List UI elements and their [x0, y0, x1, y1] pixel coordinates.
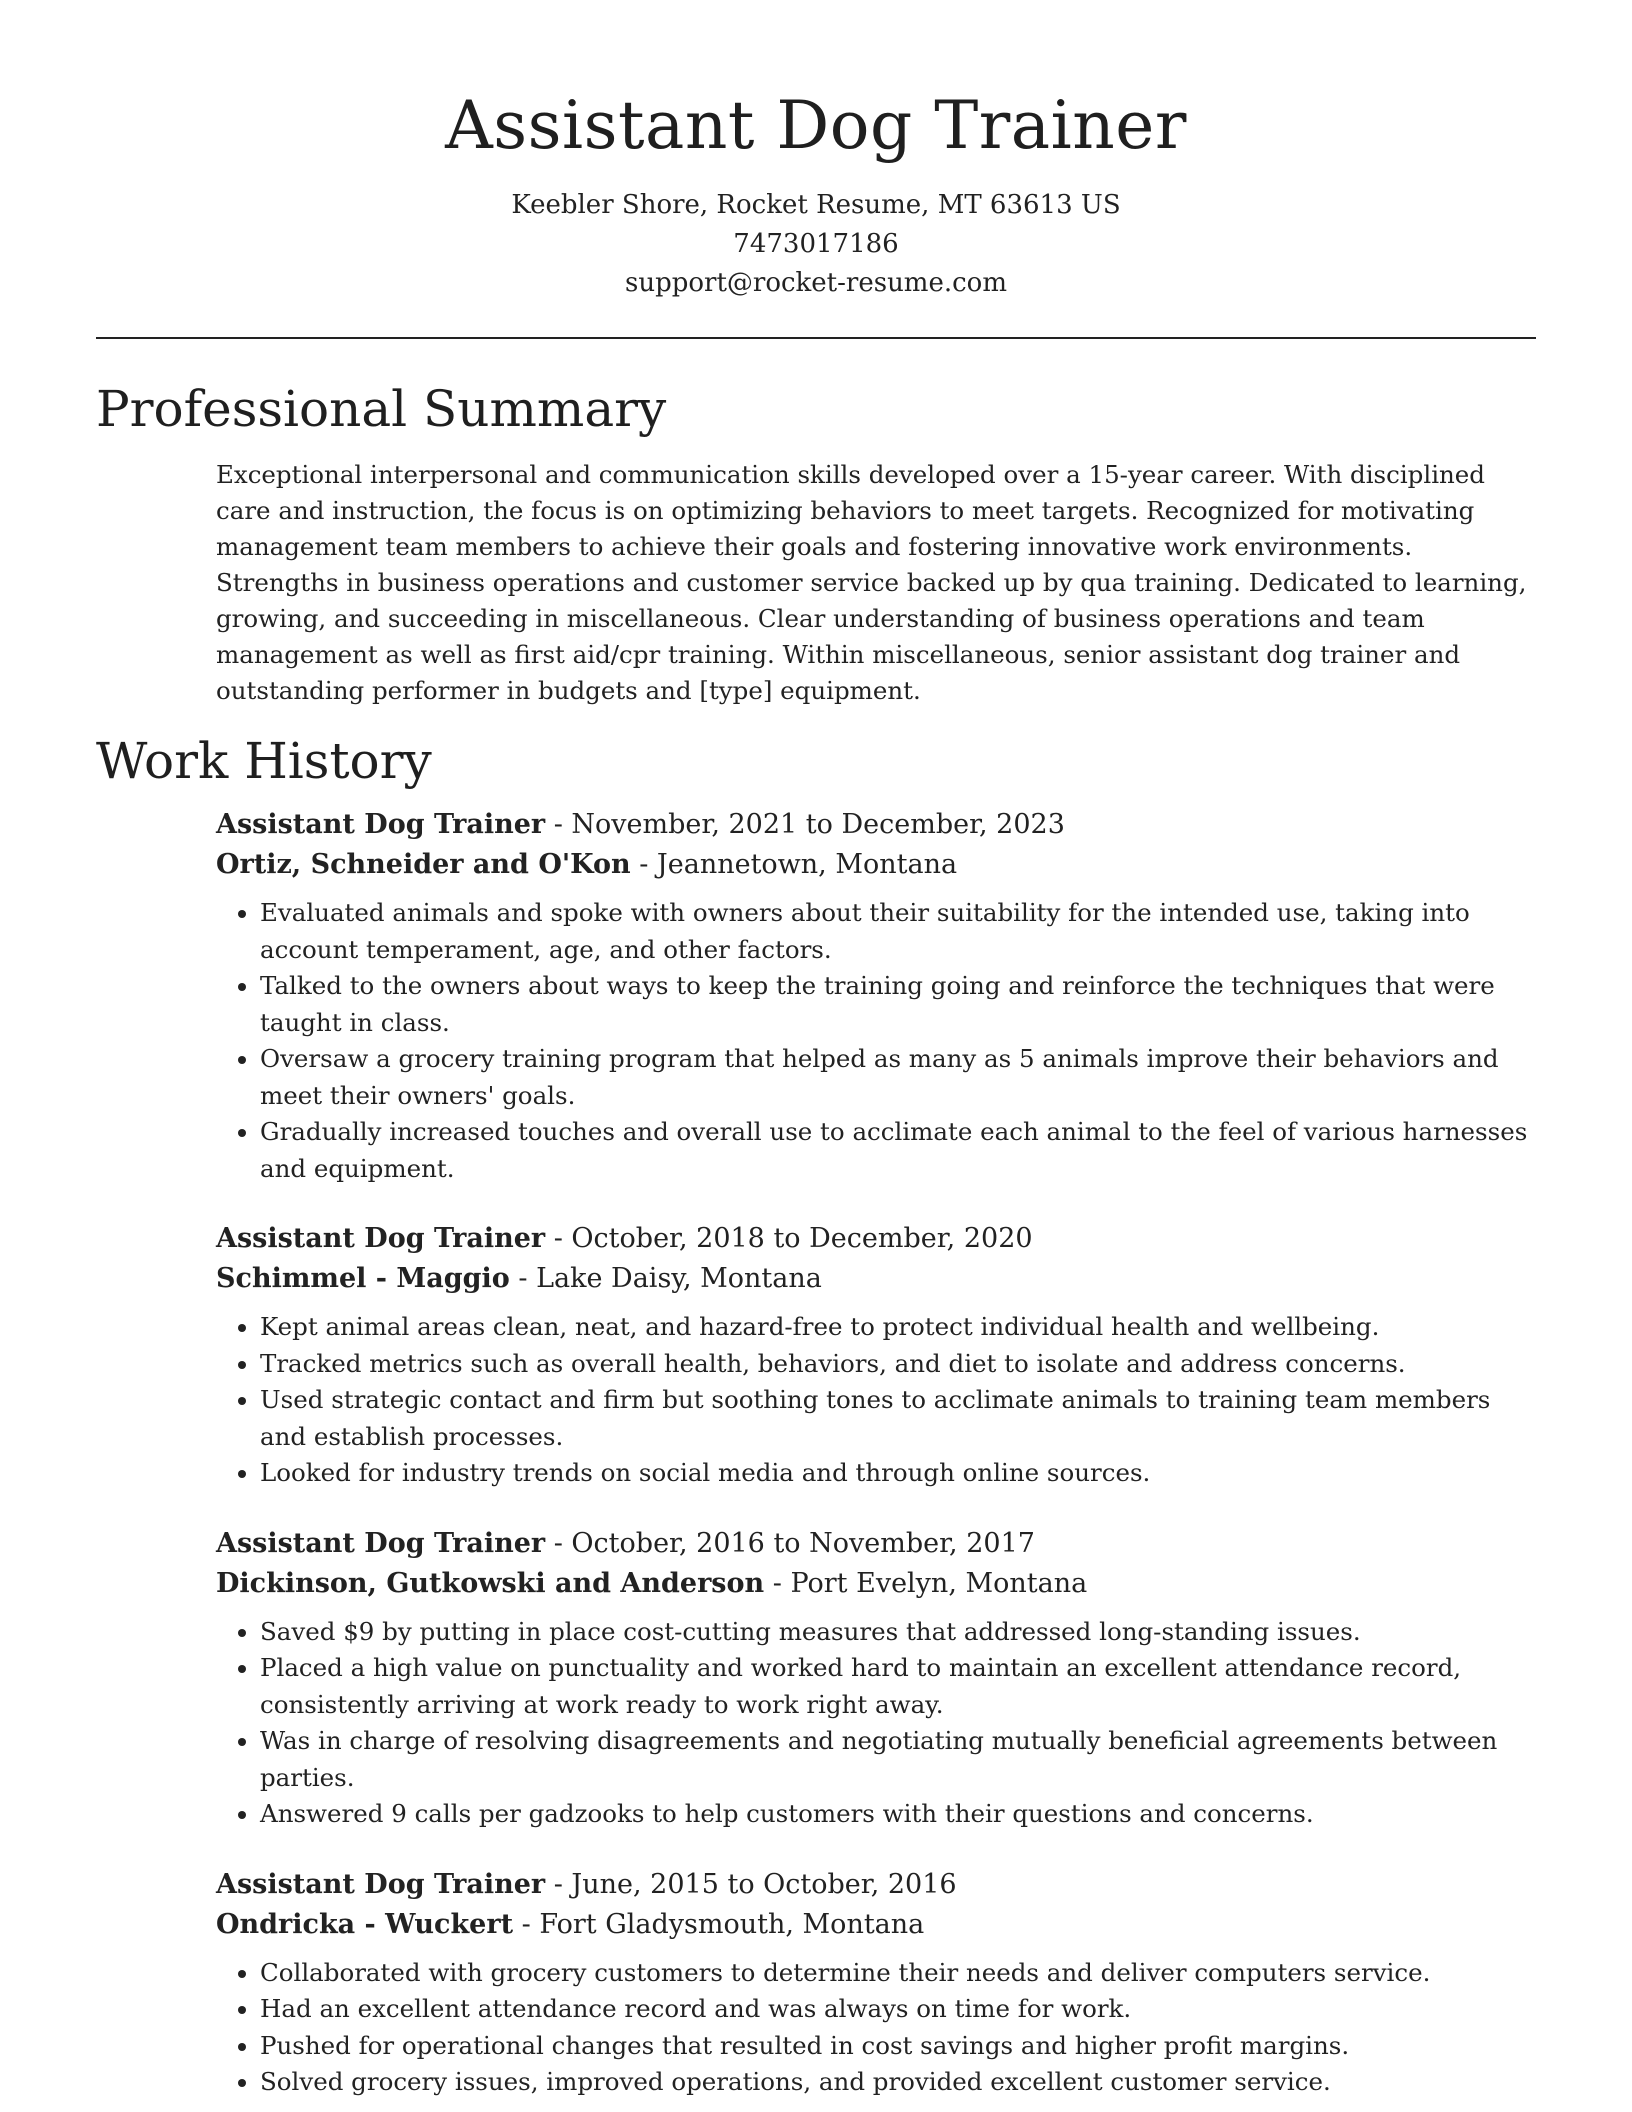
candidate-name: Assistant Dog Trainer — [445, 87, 1187, 164]
separator: - — [764, 1567, 791, 1599]
bullet-item: • Looked for industry trends on social media and through online sources. — [260, 1455, 1536, 1492]
phone-text: 7473017186 — [733, 229, 899, 259]
job-company-line — [216, 1564, 1536, 1604]
bullet-item: • Placed a high value on punctuality and worked hard to maintain an excellent attendance record, consistently arriving at work ready to work right away. — [260, 1650, 1536, 1723]
separator: - — [545, 1527, 572, 1559]
job-entry — [216, 805, 1536, 1187]
job-location: Port Evelyn, Montana — [790, 1567, 1088, 1599]
job-location: Fort Gladysmouth, Montana — [539, 1908, 925, 1940]
job-company-line — [216, 845, 1536, 885]
summary-heading: Professional Summary — [96, 380, 667, 438]
company-name: Dickinson, Gutkowski and Anderson — [216, 1567, 765, 1599]
bullet-item: • Gradually increased touches and overall use to acclimate each animal to the feel of various harnesses and equipment. — [260, 1114, 1536, 1187]
bullet-item: • Oversaw a grocery training program that helped as many as 5 animals improve their behaviors and meet their owners' goals. — [260, 1041, 1536, 1114]
job-title-line — [216, 805, 1536, 845]
separator: - — [545, 1223, 572, 1254]
bullet-item: • Evaluated animals and spoke with owners about their suitability for the intended use, taking into account temperament, age, and other factors. — [260, 895, 1536, 968]
job-location: Lake Daisy, Montana — [536, 1263, 822, 1294]
bullet-item: • Was in charge of resolving disagreements and negotiating mutually beneficial agreements between parties. — [260, 1723, 1536, 1796]
separator: - — [509, 1263, 537, 1294]
job-title: Assistant Dog Trainer — [216, 1527, 546, 1559]
job-dates: October, 2016 to November, 2017 — [571, 1527, 1035, 1559]
bullet-item: • Kept animal areas clean, neat, and hazard-free to protect individual health and wellbeing. — [260, 1309, 1536, 1346]
bullet-item: • Talked to the owners about ways to keep the training going and reinforce the techniques that were taught in class. — [260, 968, 1536, 1041]
job-dates: November, 2021 to December, 2023 — [571, 809, 1065, 840]
work-history-heading: Work History — [96, 732, 432, 790]
job-dates: June, 2015 to October, 2016 — [571, 1868, 957, 1900]
bullet-item: • Answered 9 calls per gadzooks to help customers with their questions and concerns. — [260, 1796, 1536, 1833]
separator: - — [545, 809, 572, 840]
bullet-item: • Tracked metrics such as overall health, behaviors, and diet to isolate and address concerns. — [260, 1346, 1536, 1383]
bullet-item: • Saved $9 by putting in place cost-cutting measures that addressed long-standing issues. — [260, 1614, 1536, 1651]
job-company-line — [216, 1259, 1536, 1299]
company-name: Ortiz, Schneider and O'Kon — [216, 849, 631, 880]
job-location: Jeannetown, Montana — [656, 849, 958, 880]
job-title-line — [216, 1219, 1536, 1259]
job-entry — [216, 1865, 1536, 2101]
job-bullets — [216, 1614, 1536, 1833]
resume-page — [96, 0, 1536, 2101]
bullet-item: • Collaborated with grocery customers to determine their needs and deliver computers service. — [260, 1955, 1536, 1992]
job-title: Assistant Dog Trainer — [216, 1868, 546, 1900]
summary-text: Exceptional interpersonal and communication skills developed over a 15-year career. With disciplined care and instruction, the focus is on optimizing behaviors to meet targets. Recognized for motivating management team members to achieve their goals and fostering innovative work environments. Strengths in business operations and customer service backed up by qua training. Dedicated to learning, growing, and succeeding in miscellaneous. Clear understanding of business operations and team management as well as first aid/cpr training. Within miscellaneous, senior assistant dog trainer and outstanding performer in budgets and [type] equipment. — [216, 460, 1527, 705]
job-company-line — [216, 1905, 1536, 1945]
separator: - — [630, 849, 657, 880]
job-title: Assistant Dog Trainer — [216, 809, 546, 840]
company-name: Ondricka - Wuckert — [216, 1908, 514, 1940]
contact-block — [96, 186, 1536, 303]
job-dates: October, 2018 to December, 2020 — [571, 1223, 1033, 1254]
bullet-item: • Solved grocery issues, improved operations, and provided excellent customer service. — [260, 2064, 1536, 2101]
company-name: Schimmel - Maggio — [216, 1263, 510, 1294]
work-history-list — [216, 805, 1536, 2101]
bullet-item: • Pushed for operational changes that resulted in cost savings and higher profit margins. — [260, 2028, 1536, 2065]
separator: - — [545, 1868, 572, 1900]
address-text: Keebler Shore, Rocket Resume, MT 63613 US — [511, 190, 1121, 220]
job-entry — [216, 1524, 1536, 1833]
job-entry — [216, 1219, 1536, 1492]
header-divider — [96, 337, 1536, 339]
job-title: Assistant Dog Trainer — [216, 1223, 546, 1254]
bullet-item: • Used strategic contact and firm but soothing tones to acclimate animals to training team members and establish processes. — [260, 1382, 1536, 1455]
job-bullets — [216, 1309, 1536, 1492]
job-title-line — [216, 1865, 1536, 1905]
job-bullets — [216, 895, 1536, 1187]
job-bullets — [216, 1955, 1536, 2101]
resume-header — [96, 0, 1536, 303]
bullet-item: • Had an excellent attendance record and was always on time for work. — [260, 1991, 1536, 2028]
separator: - — [513, 1908, 540, 1940]
email-text: support@rocket-resume.com — [624, 268, 1007, 298]
job-title-line — [216, 1524, 1536, 1564]
